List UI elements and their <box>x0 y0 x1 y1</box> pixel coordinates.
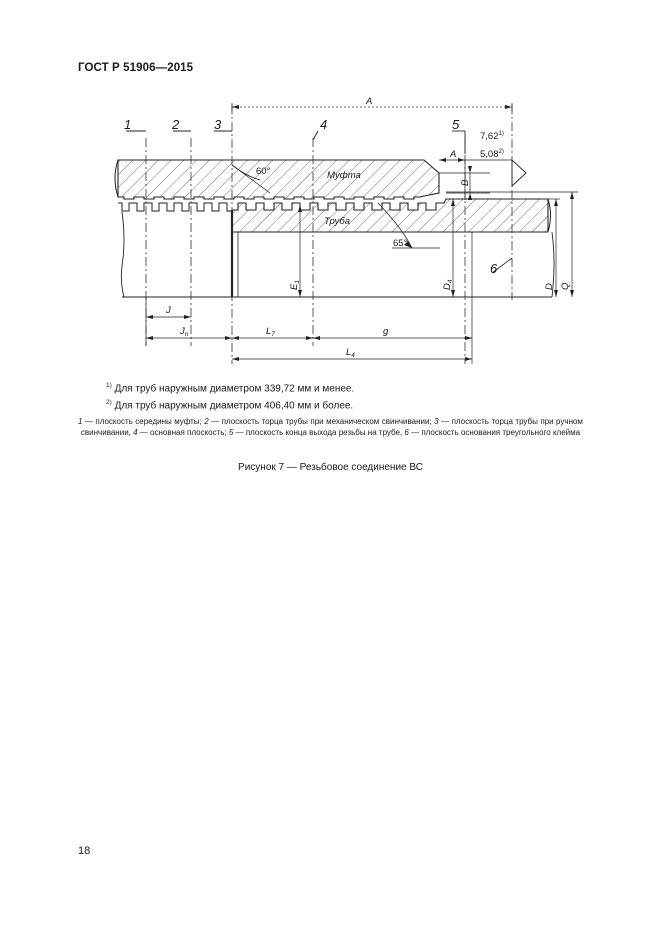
plane-number-2: 2 <box>172 117 180 132</box>
dim-Jn: $J_n$ <box>180 326 189 338</box>
dim-J: J <box>166 305 171 316</box>
plane-number-3: 3 <box>214 117 222 132</box>
dim-Q: Q <box>560 282 571 290</box>
plane-number-5: 5 <box>452 117 460 132</box>
figure-legend: 1 — плоскость середины муфты; 2 — плоскость торца трубы при механическом свинчивании; 3 — плоскость торца трубы при ручном свинчивании, 4 — основная плоскость; 5 — плоскость конца выхода резьбы на трубе, 6 — плоскость основания треугольного клейма <box>78 417 583 437</box>
dim-L7: $L_7$ <box>266 326 275 338</box>
dim-D: D <box>544 283 555 290</box>
footnote-1: $^{1)}$ Для труб наружным диаметром 339,72 мм и менее. <box>106 382 355 395</box>
figure-caption: Рисунок 7 — Резьбовое соединение ВС <box>238 462 423 473</box>
pipe-label: Труба <box>324 216 351 227</box>
dim-D4: $D_4$ <box>442 279 454 290</box>
dim-g: g <box>383 326 389 337</box>
dim-7-62: 7,62$^{1)}$ <box>480 131 504 142</box>
coupling-section <box>118 160 439 199</box>
coupling-label: Муфта <box>327 170 361 181</box>
coupling-thread-teeth <box>118 203 232 211</box>
footnotes <box>106 379 354 414</box>
angle-65-label: 65° <box>393 238 408 249</box>
dim-A-top: A <box>366 96 373 107</box>
dim-E1: $E_1$ <box>289 280 301 290</box>
pipe-section <box>232 199 548 232</box>
dim-5-08: 5,08$^{2)}$ <box>480 149 504 160</box>
plane-number-4: 4 <box>320 117 328 132</box>
plane-number-6: 6 <box>490 261 498 276</box>
dim-B: B <box>460 179 471 186</box>
plane-number-1: 1 <box>124 117 132 132</box>
page-number: 18 <box>78 845 91 857</box>
angle-60-label: 60° <box>256 166 271 177</box>
dim-L4: $L_4$ <box>346 347 355 359</box>
document-header: ГОСТ Р 51906—2015 <box>78 62 194 74</box>
dim-A: A <box>450 149 457 160</box>
footnote-2: $^{2)}$ Для труб наружным диаметром 406,40 мм и более. <box>106 399 354 412</box>
